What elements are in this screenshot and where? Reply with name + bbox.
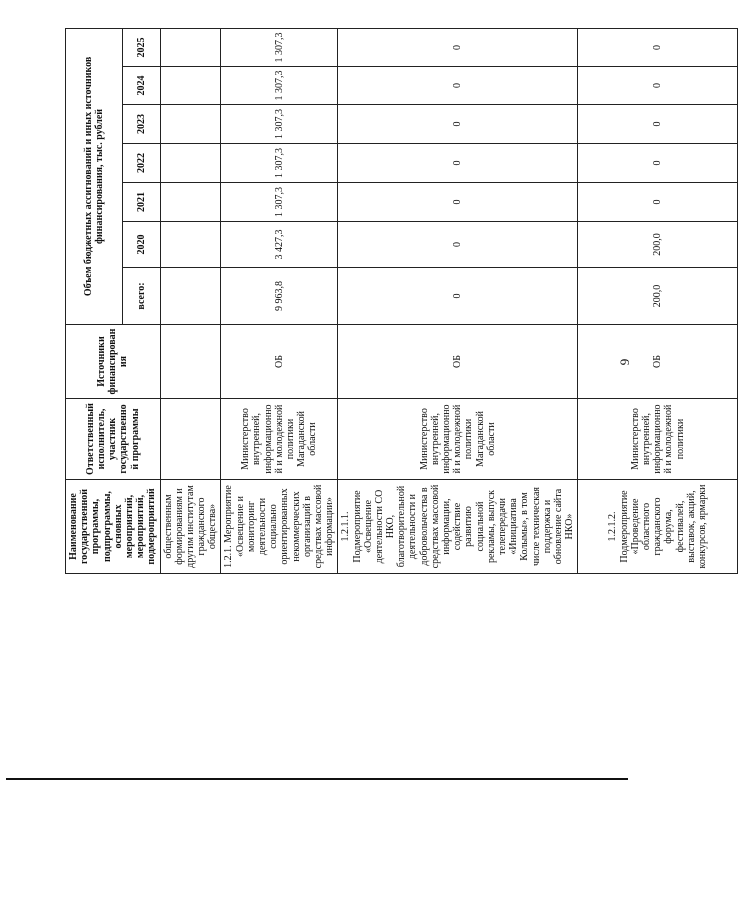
row-executor: Министерство внутренней, информационной и молодежной политики Магаданской области	[221, 399, 338, 480]
row-2021	[160, 183, 221, 222]
row-name: общественным формированиям и другим институтам гражданского общества»	[160, 480, 221, 574]
table-row	[160, 28, 221, 573]
page-number: 9	[617, 358, 632, 366]
row-2020: 0	[338, 222, 578, 268]
col-header-year-2024: 2024	[122, 67, 160, 105]
row-2025: 0	[578, 28, 738, 66]
col-header-year-2025: 2025	[122, 28, 160, 66]
row-total: 0	[338, 268, 578, 325]
col-header-year-2021: 2021	[122, 183, 160, 222]
row-2023	[160, 105, 221, 144]
row-total	[160, 268, 221, 325]
col-header-executor: Ответственный исполнитель, участник государственной программы	[66, 399, 161, 480]
row-2022	[160, 144, 221, 183]
table-row	[338, 28, 578, 573]
col-header-name: Наименование государственной программы, подпрограммы, основных мероприятий, мероприятий, подмероприятий	[66, 480, 161, 574]
row-2022: 1 307,3	[221, 144, 338, 183]
row-executor	[160, 399, 221, 480]
row-2020: 3 427,3	[221, 222, 338, 268]
row-2023: 0	[578, 105, 738, 144]
row-name: 1.2.1. Мероприятие «Освещение и мониторинг деятельности социально ориентированных некоммерческих организаций в средствах массовой информации»	[221, 480, 338, 574]
col-header-year-2023: 2023	[122, 105, 160, 144]
row-total: 9 963,8	[221, 268, 338, 325]
row-source: ОБ	[578, 325, 738, 399]
col-header-source: Источники финансирования	[66, 325, 161, 399]
blank-page-area	[0, 780, 640, 905]
row-name: 1.2.1.2. Подмероприятие «Проведение областного гражданского форума, фестивалей, выставок, акций, конкурсов, ярмарки	[578, 480, 738, 574]
row-source: ОБ	[338, 325, 578, 399]
row-2024: 1 307,3	[221, 67, 338, 105]
row-name: 1.2.1.1. Подмероприятие «Освещение деятельности СО НКО, благотворительной деятельности и добровольчества в средствах массовой информации, содействие развитию социальной рекламы, выпуск телепередачи «Инициатива Колымы», в том числе техническая поддержка и обновление сайта НКО»	[338, 480, 578, 574]
funding-table	[65, 28, 738, 574]
col-header-total: всего:	[122, 268, 160, 325]
row-2022: 0	[578, 144, 738, 183]
table-row	[221, 28, 338, 573]
header-row-1	[66, 28, 123, 573]
row-2025: 0	[338, 28, 578, 66]
row-2025: 1 307,3	[221, 28, 338, 66]
row-2024: 0	[338, 67, 578, 105]
row-source	[160, 325, 221, 399]
row-2021: 0	[578, 183, 738, 222]
row-2021: 1 307,3	[221, 183, 338, 222]
row-2021: 0	[338, 183, 578, 222]
row-2025	[160, 28, 221, 66]
table-row	[578, 28, 738, 573]
row-2020: 200,0	[578, 222, 738, 268]
col-header-year-2020: 2020	[122, 222, 160, 268]
row-2023: 0	[338, 105, 578, 144]
row-2020	[160, 222, 221, 268]
row-executor: Министерство внутренней, информационной и молодежной политики Магаданской области	[338, 399, 578, 480]
row-source: ОБ	[221, 325, 338, 399]
row-2024	[160, 67, 221, 105]
row-2023: 1 307,3	[221, 105, 338, 144]
row-executor: Министерство внутренней, информационной и молодежной политики	[578, 399, 738, 480]
col-header-funding: Объем бюджетных ассигнований и иных источников финансирования, тыс. рублей	[66, 28, 123, 324]
row-2022: 0	[338, 144, 578, 183]
row-total: 200,0	[578, 268, 738, 325]
col-header-year-2022: 2022	[122, 144, 160, 183]
rotated-page-content	[65, 29, 708, 574]
row-2024: 0	[578, 67, 738, 105]
